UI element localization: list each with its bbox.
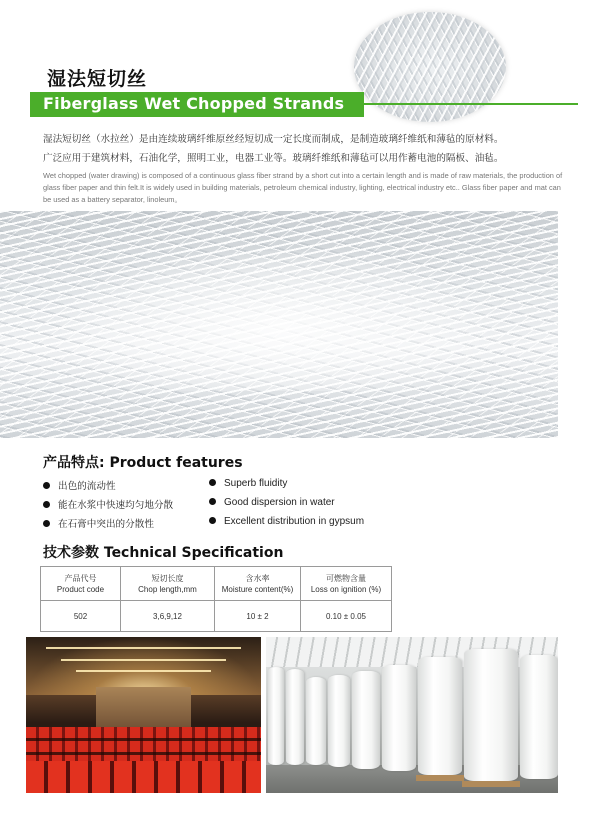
cell-product-code: 502 (41, 601, 121, 632)
description-cn-line1: 湿法短切丝（水拉丝）是由连续玻璃纤维原丝经短切成一定长度而制成，是制造玻璃纤维纸和薄毡的原材料。 (43, 134, 504, 145)
col-header-loss-on-ignition: 可燃物含量 Loss on ignition (%) (301, 567, 392, 601)
chopped-strands-photo (0, 211, 558, 438)
bullet-icon (209, 517, 216, 524)
table-header-row (41, 567, 392, 601)
bullet-icon (43, 501, 50, 508)
features-heading: 产品特点: Product features (43, 455, 243, 471)
col-header-product-code: 产品代号 Product code (41, 567, 121, 601)
fiber-closeup-photo (354, 12, 506, 122)
col-header-moisture: 含水率 Moisture content(%) (215, 567, 301, 601)
bullet-icon (209, 498, 216, 505)
col-header-chop-length: 短切长度 Chop length,mm (121, 567, 215, 601)
feature-item: 能在水浆中快速均匀地分散 (43, 497, 173, 511)
description-cn-line2: 广泛应用于建筑材料，石油化学，照明工业，电器工业等。玻璃纤维纸和薄毡可以用作蓄电池的隔板、油毡。 (43, 153, 504, 164)
bullet-icon (209, 479, 216, 486)
cell-moisture: 10 ± 2 (215, 601, 301, 632)
bullet-icon (43, 520, 50, 527)
description-en: Wet chopped (water drawing) is composed of a continuous glass fiber strand by a short cut into a certain length and is made of raw materials, the production of glass fiber paper and thin felt.It is widely used in building materials, petroleum chemical industry, lighting, electrical industry etc.. Glass fiber paper and mat can be used as a battery separator, linoleum。 (43, 171, 563, 204)
cell-chop-length: 3,6,9,12 (121, 601, 215, 632)
bullet-icon (43, 482, 50, 489)
paper-rolls-warehouse-photo (266, 637, 558, 793)
theater-application-photo (26, 637, 261, 793)
feature-item: Excellent distribution in gypsum (209, 516, 364, 527)
feature-item: 在石膏中突出的分散性 (43, 516, 154, 530)
product-title-cn: 湿法短切丝 (47, 68, 148, 90)
table-row (41, 601, 392, 632)
title-banner-rule (364, 103, 578, 105)
feature-item: Good dispersion in water (209, 497, 335, 508)
feature-item: 出色的流动性 (43, 478, 116, 492)
spec-heading: 技术参数 Technical Specification (43, 545, 284, 561)
spec-table (40, 566, 392, 632)
feature-item: Superb fluidity (209, 478, 287, 489)
cell-loss-on-ignition: 0.10 ± 0.05 (301, 601, 392, 632)
product-title-en: Fiberglass Wet Chopped Strands (43, 94, 345, 113)
